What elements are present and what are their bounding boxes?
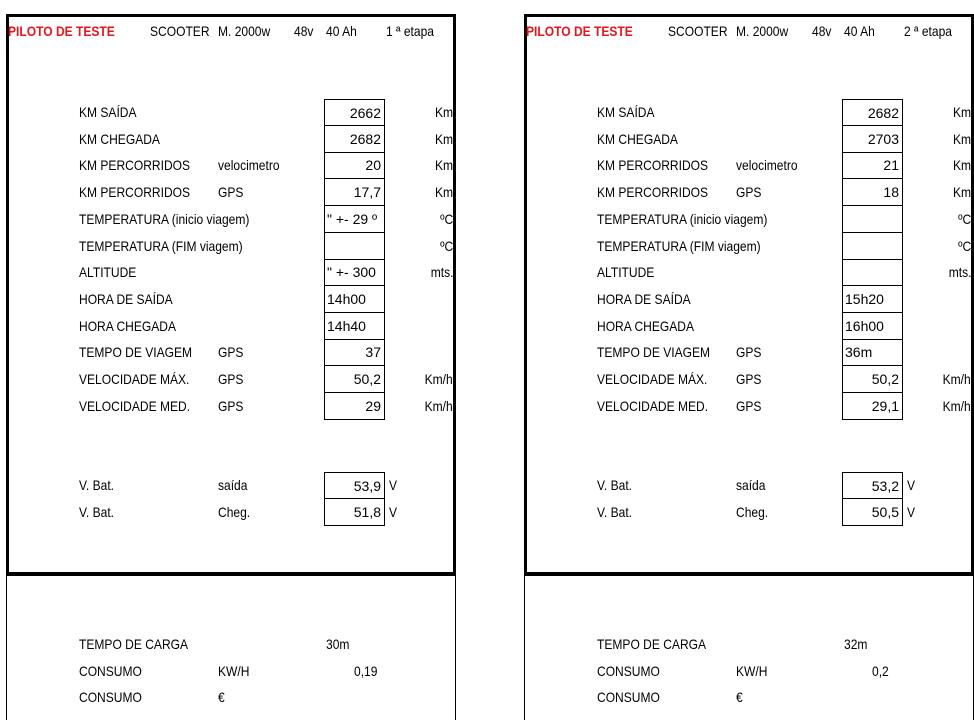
row-sub-label: GPS [736, 371, 762, 387]
value-cell[interactable] [842, 393, 903, 420]
row-label: KM SAÍDA [79, 104, 137, 120]
test-sheet-stage-2 [524, 14, 974, 720]
unit-label: mts. [948, 264, 971, 281]
row-label: ALTITUDE [79, 264, 137, 281]
value-cell[interactable] [324, 393, 385, 420]
row-label: VELOCIDADE MED. [597, 397, 709, 414]
charge-sub-label: € [736, 689, 743, 705]
row-label: TEMPERATURA (inicio viagem) [597, 210, 768, 227]
charge-label: CONSUMO [597, 689, 660, 705]
test-sheet-stage-1 [6, 14, 456, 720]
value-cell[interactable] [324, 233, 385, 260]
cell-value: 14h00 [327, 290, 366, 307]
value-cell[interactable] [842, 99, 903, 126]
value-cell[interactable] [842, 313, 903, 340]
value-cell[interactable] [324, 99, 385, 126]
unit-label: Km/h [942, 397, 971, 414]
cell-value: 20 [365, 157, 381, 174]
value-cell[interactable] [842, 206, 903, 233]
row-label: TEMPERATURA (FIM viagem) [79, 237, 243, 254]
cell-value: 2703 [867, 130, 899, 147]
row-sub-label: GPS [218, 184, 244, 201]
row-label: TEMPERATURA (FIM viagem) [597, 237, 761, 254]
battery-label: V. Bat. [597, 503, 633, 520]
battery-unit: V [389, 477, 398, 493]
battery-sub-label: Cheg. [218, 503, 251, 520]
charge-label: TEMPO DE CARGA [597, 636, 707, 652]
value-cell[interactable] [842, 179, 903, 206]
value-cell[interactable] [324, 179, 385, 206]
row-sub-label: velocimetro [218, 157, 280, 174]
battery-sub-label: Cheg. [736, 503, 769, 520]
unit-label: Km [434, 184, 453, 201]
cell-value: 14h40 [327, 317, 366, 334]
battery-value: 53,9 [353, 478, 381, 494]
row-sub-label: velocimetro [736, 157, 798, 174]
row-sub-label: GPS [736, 397, 762, 414]
value-cell[interactable] [324, 313, 385, 340]
header-motor: M. 2000w [218, 23, 271, 39]
unit-label: ºC [957, 237, 971, 254]
value-cell[interactable] [324, 152, 385, 179]
cell-value: 36m [845, 344, 873, 361]
unit-label: Km [952, 104, 971, 120]
unit-label: ºC [957, 210, 971, 227]
unit-label: ºC [439, 237, 453, 254]
value-cell[interactable] [842, 152, 903, 179]
header-voltage: 48v [294, 23, 314, 39]
cell-value: 21 [883, 157, 899, 174]
row-label: VELOCIDADE MÁX. [79, 371, 190, 387]
battery-unit: V [907, 503, 916, 520]
value-cell[interactable] [842, 339, 903, 366]
battery-value: 50,5 [871, 503, 899, 520]
row-label: KM SAÍDA [597, 104, 655, 120]
value-cell[interactable] [842, 366, 903, 393]
charge-value: 30m [326, 636, 350, 652]
row-label: KM PERCORRIDOS [597, 157, 709, 174]
value-cell[interactable] [324, 126, 385, 153]
row-label: VELOCIDADE MÁX. [597, 371, 708, 387]
row-label: HORA DE SAÍDA [79, 290, 173, 307]
header-capacity: 40 Ah [844, 23, 875, 39]
value-cell[interactable] [842, 233, 903, 260]
value-cell[interactable] [324, 206, 385, 233]
unit-label: Km [952, 130, 971, 147]
value-cell[interactable] [324, 259, 385, 286]
cell-value: 2682 [349, 130, 381, 147]
battery-value: 53,2 [871, 478, 899, 494]
value-cell[interactable] [324, 286, 385, 313]
row-sub-label: GPS [736, 184, 762, 201]
battery-unit: V [389, 503, 398, 520]
cell-value: 37 [365, 344, 381, 361]
cell-value: 29 [365, 397, 381, 414]
unit-label: Km/h [424, 371, 453, 387]
battery-sub-label: saída [218, 477, 248, 493]
header-title: PILOTO DE TESTE [526, 23, 633, 39]
cell-value: 16h00 [845, 317, 884, 334]
cell-value: " +- 29 º [327, 210, 378, 227]
row-label: TEMPO DE VIAGEM [597, 344, 711, 361]
value-cell[interactable] [842, 126, 903, 153]
charge-label: CONSUMO [597, 662, 660, 679]
charge-label: CONSUMO [79, 662, 142, 679]
header-stage: 2 ª etapa [904, 23, 952, 39]
row-label: KM PERCORRIDOS [79, 184, 191, 201]
battery-label: V. Bat. [79, 477, 115, 493]
header-capacity: 40 Ah [326, 23, 357, 39]
battery-unit: V [907, 477, 916, 493]
header-motor: M. 2000w [736, 23, 789, 39]
row-label: KM PERCORRIDOS [597, 184, 709, 201]
cell-value: 15h20 [845, 290, 884, 307]
unit-label: Km [952, 157, 971, 174]
row-sub-label: GPS [736, 344, 762, 361]
row-sub-label: GPS [218, 397, 244, 414]
row-label: ALTITUDE [597, 264, 655, 281]
value-cell[interactable] [324, 366, 385, 393]
cell-value: " +- 300 [327, 264, 376, 281]
battery-value: 51,8 [353, 503, 381, 520]
cell-value: 2682 [867, 105, 899, 121]
header-vehicle: SCOOTER [150, 23, 210, 39]
cell-value: 50,2 [353, 371, 381, 387]
header-vehicle: SCOOTER [668, 23, 728, 39]
battery-value-cell[interactable] [324, 499, 385, 526]
row-label: TEMPO DE VIAGEM [79, 344, 193, 361]
charge-label: TEMPO DE CARGA [79, 636, 189, 652]
charge-label: CONSUMO [79, 689, 142, 705]
unit-label: Km [952, 184, 971, 201]
cell-value: 50,2 [871, 371, 899, 387]
cell-value: 18 [883, 184, 899, 201]
battery-sub-label: saída [736, 477, 766, 493]
unit-label: mts. [430, 264, 453, 281]
charge-sub-label: KW/H [736, 662, 768, 679]
charge-value: 32m [844, 636, 868, 652]
charge-value: 0,2 [872, 662, 889, 679]
value-cell[interactable] [842, 259, 903, 286]
header-voltage: 48v [812, 23, 832, 39]
charge-sub-label: KW/H [218, 662, 250, 679]
row-label: VELOCIDADE MED. [79, 397, 191, 414]
unit-label: Km/h [424, 397, 453, 414]
header-stage: 1 ª etapa [386, 23, 434, 39]
row-label: HORA CHEGADA [79, 317, 177, 334]
battery-value-cell[interactable] [842, 472, 903, 499]
battery-label: V. Bat. [597, 477, 633, 493]
unit-label: Km [434, 157, 453, 174]
row-label: KM PERCORRIDOS [79, 157, 191, 174]
cell-value: 29,1 [871, 397, 899, 414]
battery-value-cell[interactable] [842, 499, 903, 526]
row-sub-label: GPS [218, 344, 244, 361]
charge-sub-label: € [218, 689, 225, 705]
lower-table-frame [6, 576, 456, 720]
charge-value: 0,19 [354, 662, 378, 679]
lower-table-frame [524, 576, 974, 720]
cell-value: 17,7 [353, 184, 381, 201]
unit-label: Km [434, 130, 453, 147]
value-cell[interactable] [324, 339, 385, 366]
row-label: TEMPERATURA (inicio viagem) [79, 210, 250, 227]
unit-label: Km/h [942, 371, 971, 387]
row-sub-label: GPS [218, 371, 244, 387]
cell-value: 2662 [349, 105, 381, 121]
value-cell[interactable] [842, 286, 903, 313]
row-label: HORA DE SAÍDA [597, 290, 691, 307]
row-label: HORA CHEGADA [597, 317, 695, 334]
unit-label: ºC [439, 210, 453, 227]
unit-label: Km [434, 104, 453, 120]
battery-label: V. Bat. [79, 503, 115, 520]
row-label: KM CHEGADA [79, 130, 160, 147]
row-label: KM CHEGADA [597, 130, 678, 147]
header-title: PILOTO DE TESTE [8, 23, 115, 39]
battery-value-cell[interactable] [324, 472, 385, 499]
